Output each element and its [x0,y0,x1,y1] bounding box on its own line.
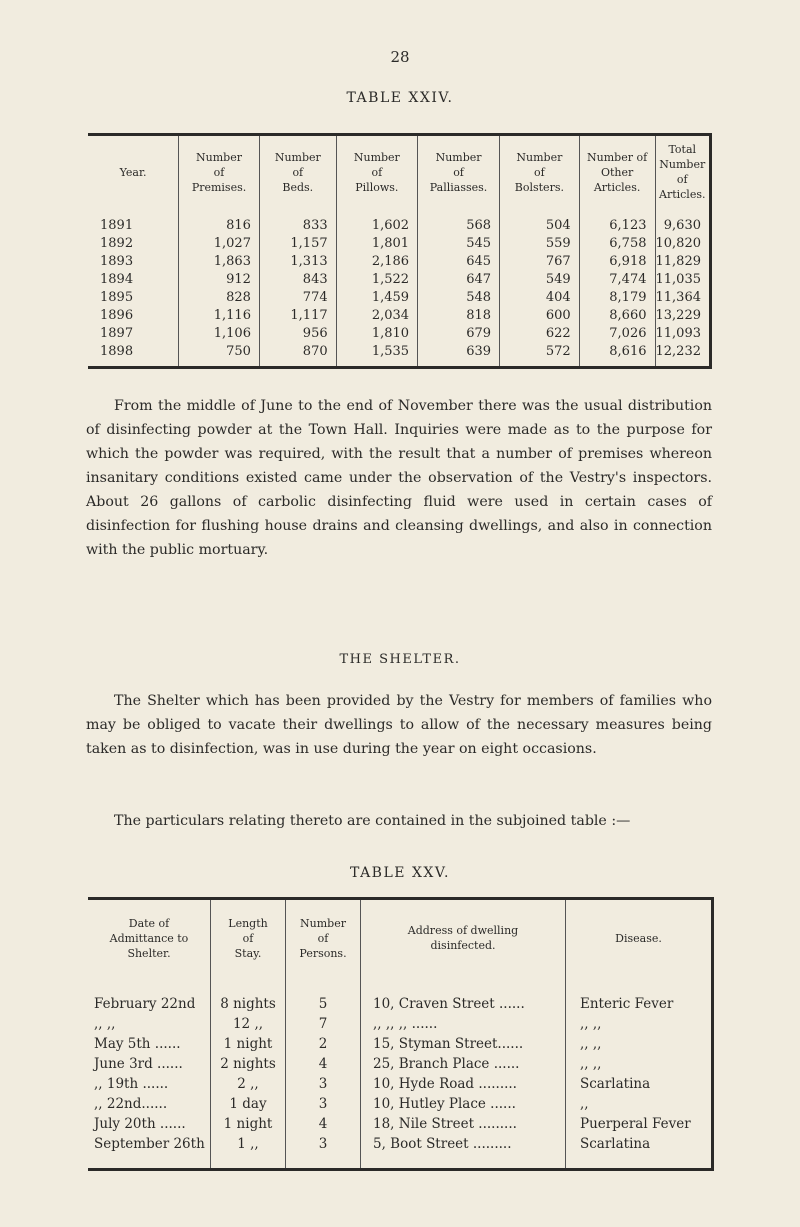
table-cell: ,, [566,1094,713,1114]
column-header: Address of dwelling disinfected. [361,899,566,981]
table-cell: 870 [259,342,336,368]
table-cell: 1,157 [259,234,336,252]
table-cell: 13,229 [655,306,711,324]
table-cell: June 3rd ...... [94,1056,183,1072]
table-cell: 548 [418,288,500,306]
table-cell: 600 [500,306,580,324]
table-cell: 645 [418,252,500,270]
table-cell: 549 [500,270,580,288]
table-cell: 10, Craven Street ...... [361,980,566,1014]
column-header: Number of Other Articles. [579,135,655,207]
table-cell: 11,364 [655,288,711,306]
table-cell: 559 [500,234,580,252]
table-cell: Scarlatina [566,1074,713,1094]
table-cell: 1,602 [336,206,417,234]
table-cell: 3 [286,1134,361,1170]
column-header: Number of Bolsters. [500,135,580,207]
column-header: Total Number of Articles. [655,135,711,207]
table-xxiv-title: TABLE XXIV. [346,90,454,106]
table-cell: 10, Hyde Road ......... [361,1074,566,1094]
table-cell: 8,616 [579,342,655,368]
table-cell: 5 [286,980,361,1014]
table-cell: 2 ,, [211,1074,286,1094]
table-cell: 1 ,, [211,1134,286,1170]
column-header: Number of Pillows. [336,135,417,207]
table-cell: Enteric Fever [566,980,713,1014]
table-cell: 833 [259,206,336,234]
table-cell: ,, ,, ,, ...... [361,1014,566,1034]
table-cell: 1,863 [179,252,260,270]
table-cell: 828 [179,288,260,306]
column-header: Number of Premises. [179,135,260,207]
year-cell: 1897 [100,325,134,341]
year-cell: 1898 [100,343,134,359]
column-header: Number of Beds. [259,135,336,207]
column-header: Year. [119,165,147,179]
table-xxv-title: TABLE XXV. [350,865,450,881]
table-row [88,306,711,324]
table-cell: 11,093 [655,324,711,342]
table-cell: 25, Branch Place ...... [361,1054,566,1074]
table-cell: 912 [179,270,260,288]
table-cell: 18, Nile Street ......... [361,1114,566,1134]
table-cell: 818 [418,306,500,324]
table-cell: 5, Boot Street ......... [361,1134,566,1170]
table-cell: 774 [259,288,336,306]
table-cell: 3 [286,1074,361,1094]
year-cell: 1893 [100,253,134,269]
table-cell: 2 [286,1034,361,1054]
table-cell: 956 [259,324,336,342]
table-cell: 545 [418,234,500,252]
table-cell: 2 nights [211,1054,286,1074]
table-header-row [88,899,713,981]
table-cell: 767 [500,252,580,270]
table-cell: ,, 22nd...... [94,1096,168,1112]
table-cell: 1 day [211,1094,286,1114]
table-cell: 2,186 [336,252,417,270]
table-cell: 622 [500,324,580,342]
table-cell: ,, ,, [566,1034,713,1054]
table-header-row [88,135,711,207]
table-cell: 1,810 [336,324,417,342]
table-cell: 7,474 [579,270,655,288]
table-cell: 4 [286,1054,361,1074]
table-cell: 4 [286,1114,361,1134]
column-header: Number of Palliasses. [418,135,500,207]
table-cell: 6,123 [579,206,655,234]
table-cell: 750 [179,342,260,368]
table-cell: 568 [418,206,500,234]
column-header: Number of Persons. [286,899,361,981]
table-row [88,234,711,252]
table-cell: 1 night [211,1034,286,1054]
table-cell: 1,535 [336,342,417,368]
section-heading-shelter: THE SHELTER. [339,652,461,667]
table-row [88,1014,713,1034]
table-cell: 10, Hutley Place ...... [361,1094,566,1114]
table-row [88,342,711,368]
table-row [88,324,711,342]
table-row [88,980,713,1014]
year-cell: 1894 [100,271,134,287]
table-cell: 6,758 [579,234,655,252]
table-cell: 12,232 [655,342,711,368]
year-cell: 1892 [100,235,134,251]
table-cell: 8,660 [579,306,655,324]
table-cell: 1,801 [336,234,417,252]
table-cell: 8 nights [211,980,286,1014]
table-cell: ,, 19th ...... [94,1076,169,1092]
table-row [88,288,711,306]
table-row [88,270,711,288]
table-xxiv [88,133,712,369]
table-row [88,1094,713,1114]
table-row [88,1114,713,1134]
table-cell: 1,117 [259,306,336,324]
table-cell: ,, ,, [566,1054,713,1074]
table-cell: 504 [500,206,580,234]
table-cell: 1,027 [179,234,260,252]
table-cell: 12 ,, [211,1014,286,1034]
table-cell: Puerperal Fever [566,1114,713,1134]
year-cell: 1895 [100,289,134,305]
table-cell: 1,522 [336,270,417,288]
table-cell: 1,116 [179,306,260,324]
table-cell: 7 [286,1014,361,1034]
table-cell: ,, ,, [94,1016,116,1032]
table-cell: Scarlatina [566,1134,713,1170]
table-cell: 7,026 [579,324,655,342]
table-row [88,1034,713,1054]
table-cell: 816 [179,206,260,234]
table-cell: 1,313 [259,252,336,270]
column-header: Disease. [566,899,713,981]
table-cell: 15, Styman Street...... [361,1034,566,1054]
table-cell: 3 [286,1094,361,1114]
column-header: Date of Admittance to Shelter. [109,916,189,960]
table-cell: 572 [500,342,580,368]
column-header: Length of Stay. [211,899,286,981]
table-cell: 10,820 [655,234,711,252]
table-cell: September 26th [94,1136,205,1152]
table-cell: 1,459 [336,288,417,306]
table-cell: 1,106 [179,324,260,342]
table-cell: July 20th ...... [94,1116,186,1132]
table-row [88,206,711,234]
table-cell: ,, ,, [566,1014,713,1034]
page-number: 28 [390,48,410,66]
table-cell: 639 [418,342,500,368]
paragraph-subjoined-table: The particulars relating thereto are contained in the subjoined table :— [114,813,631,829]
table-row [88,1134,713,1170]
table-row [88,1054,713,1074]
table-cell: 679 [418,324,500,342]
table-cell: 1 night [211,1114,286,1134]
table-cell: 11,829 [655,252,711,270]
table-cell: 8,179 [579,288,655,306]
paragraph-shelter: The Shelter which has been provided by the Vestry for members of families who may be obliged to vacate their dwellings to allow of the necessary measures being taken as to disinfection, was in use during the year on eight occasions. [86,693,712,757]
year-cell: 1896 [100,307,134,323]
table-cell: 647 [418,270,500,288]
table-cell: 404 [500,288,580,306]
table-cell: 2,034 [336,306,417,324]
year-cell: 1891 [100,217,134,233]
paragraph-disinfecting-powder: From the middle of June to the end of November there was the usual distribution of disinfecting powder at the Town Hall. Inquiries were made as to the purpose for which the powder was required, with the result that a number of premises whereon insanitary conditions existed came under the observation of the Vestry's inspectors. About 26 gallons of carbolic disinfecting fluid were used in certain cases of disinfection for flushing house drains and cleansing dwellings, and also in connection with the public mortuary. [86,398,712,558]
table-cell: 9,630 [655,206,711,234]
table-cell: 843 [259,270,336,288]
table-cell: February 22nd [94,996,196,1012]
table-cell: 11,035 [655,270,711,288]
table-row [88,1074,713,1094]
table-cell: May 5th ...... [94,1036,181,1052]
table-xxv [88,897,714,1171]
table-row [88,252,711,270]
table-cell: 6,918 [579,252,655,270]
